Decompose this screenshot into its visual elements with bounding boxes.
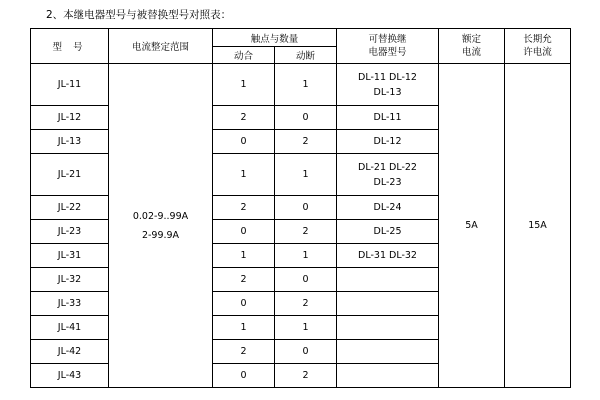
cell-contacts-make: 0	[213, 292, 275, 316]
current-range-line2: 2-99.9A	[141, 229, 180, 241]
relay-replacement-table	[30, 28, 571, 388]
header-replaceable-line2: 电器型号	[368, 47, 407, 58]
cell-replaceable-models	[337, 340, 439, 364]
cell-replaceable-models	[337, 130, 439, 154]
cell-contacts-make: 0	[213, 130, 275, 154]
cell-contacts-break: 0	[275, 268, 337, 292]
cell-contacts-break: 2	[275, 130, 337, 154]
cell-contacts-make: 2	[213, 106, 275, 130]
replaceable-model-line: DL-13	[373, 86, 402, 98]
cell-contacts-break: 1	[275, 64, 337, 106]
replaceable-model-line: DL-21 DL-22	[358, 161, 417, 173]
cell-model: JL-23	[31, 220, 109, 244]
cell-model: JL-13	[31, 130, 109, 154]
cell-replaceable-models	[337, 316, 439, 340]
cell-replaceable-models	[337, 244, 439, 268]
header-long-term-current	[505, 29, 571, 64]
cell-contacts-break: 2	[275, 292, 337, 316]
cell-replaceable-models	[337, 364, 439, 388]
cell-contacts-break: 0	[275, 106, 337, 130]
cell-long-term-current: 15A	[505, 64, 571, 388]
cell-model: JL-31	[31, 244, 109, 268]
replaceable-model-line: DL-11	[373, 112, 402, 123]
cell-model: JL-22	[31, 196, 109, 220]
cell-contacts-break: 0	[275, 196, 337, 220]
header-rated-current	[439, 29, 505, 64]
cell-model: JL-42	[31, 340, 109, 364]
table-row	[31, 64, 571, 106]
cell-model: JL-11	[31, 64, 109, 106]
header-rated-line1: 额定	[462, 34, 482, 45]
replaceable-model-line: DL-25	[373, 226, 402, 237]
header-current-range: 电流整定范围	[109, 29, 213, 64]
cell-replaceable-models	[337, 220, 439, 244]
cell-replaceable-models	[337, 292, 439, 316]
cell-contacts-break: 1	[275, 316, 337, 340]
header-rated-line2: 电流	[462, 47, 482, 58]
cell-replaceable-models	[337, 64, 439, 106]
cell-contacts-make: 2	[213, 268, 275, 292]
cell-model: JL-41	[31, 316, 109, 340]
cell-contacts-make: 0	[213, 364, 275, 388]
cell-replaceable-models	[337, 154, 439, 196]
table-header	[31, 29, 571, 64]
cell-rated-current: 5A	[439, 64, 505, 388]
replaceable-model-line: DL-11 DL-12	[358, 71, 417, 83]
cell-contacts-break: 0	[275, 340, 337, 364]
cell-replaceable-models	[337, 106, 439, 130]
cell-model: JL-21	[31, 154, 109, 196]
header-model: 型 号	[31, 29, 109, 64]
cell-contacts-make: 0	[213, 220, 275, 244]
header-long-term-line2: 许电流	[523, 47, 552, 58]
replaceable-model-line: DL-24	[373, 202, 402, 213]
cell-contacts-break: 1	[275, 244, 337, 268]
header-replaceable-group	[337, 29, 439, 64]
replaceable-model-line: DL-12	[373, 136, 402, 147]
header-replaceable-line1: 可替换继	[368, 34, 407, 45]
cell-contacts-break: 2	[275, 220, 337, 244]
cell-contacts-make: 2	[213, 196, 275, 220]
header-contacts-make: 动合	[213, 47, 275, 64]
cell-contacts-break: 2	[275, 364, 337, 388]
cell-contacts-make: 1	[213, 244, 275, 268]
cell-contacts-make: 2	[213, 340, 275, 364]
cell-contacts-make: 1	[213, 64, 275, 106]
cell-contacts-make: 1	[213, 316, 275, 340]
cell-model: JL-32	[31, 268, 109, 292]
replaceable-model-line: DL-23	[373, 176, 402, 188]
table-caption: 2、本继电器型号与被替换型号对照表：	[46, 9, 232, 21]
cell-contacts-make: 1	[213, 154, 275, 196]
header-contacts-group: 触点与数量	[213, 29, 337, 47]
header-row-1	[31, 29, 571, 47]
cell-model: JL-12	[31, 106, 109, 130]
replaceable-model-line: DL-31 DL-32	[358, 250, 417, 261]
cell-replaceable-models	[337, 196, 439, 220]
header-contacts-break: 动断	[275, 47, 337, 64]
cell-contacts-break: 1	[275, 154, 337, 196]
cell-model: JL-33	[31, 292, 109, 316]
current-range-line1: 0.02-9..99A	[132, 210, 189, 222]
table-body	[31, 64, 571, 388]
cell-replaceable-models	[337, 268, 439, 292]
cell-model: JL-43	[31, 364, 109, 388]
header-long-term-line1: 长期允	[523, 34, 552, 45]
cell-current-range	[109, 64, 213, 388]
